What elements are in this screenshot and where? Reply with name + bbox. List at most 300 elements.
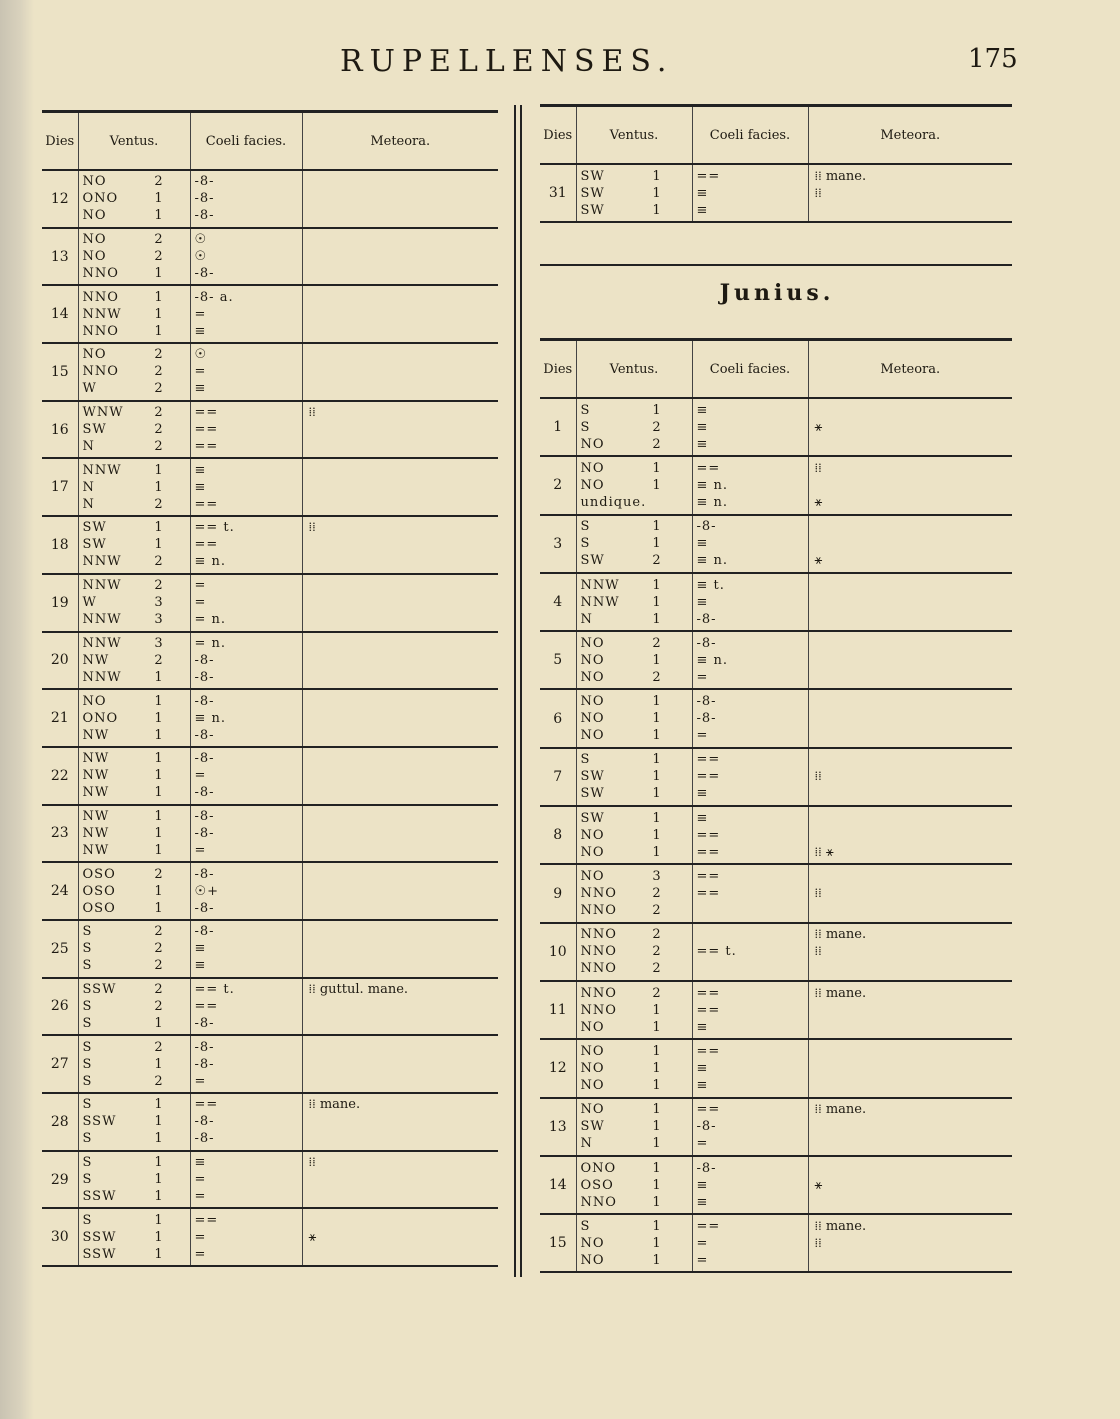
day-entry-row [540,398,1012,456]
wind-direction: S [82,1056,93,1072]
wind-reading [577,1002,692,1019]
wind-reading [79,750,190,767]
day-number: 28 [42,1093,78,1151]
wind-observations [78,574,190,632]
meteor-note [303,1171,499,1188]
meteor-observations [302,1208,498,1266]
meteor-observations [808,1098,1012,1156]
meteor-note: ⚹ [814,494,823,510]
wind-direction: SW [580,553,605,569]
wind-direction: N [82,479,95,495]
wind-reading [577,1118,692,1135]
meteor-note: ⁞⁞ [814,944,822,960]
wind-reading [79,479,190,496]
wind-force: 2 [154,347,163,363]
wind-reading [79,380,190,397]
sky-symbol: == [696,886,721,902]
sky-symbol: == [696,1102,721,1118]
wind-force: 1 [652,827,661,843]
sky-symbol: -8- [696,711,717,727]
wind-force: 1 [154,825,163,841]
wind-direction: SSW [82,981,117,997]
wind-reading [577,1043,692,1060]
meteor-note [303,380,499,397]
wind-force: 1 [154,751,163,767]
wind-reading [79,438,190,455]
wind-direction: S [82,1155,93,1171]
sky-symbol: -8- [194,866,215,882]
wind-force: 1 [154,768,163,784]
wind-force: 2 [154,866,163,882]
day-entry-row [540,689,1012,747]
meteor-note [303,289,499,306]
wind-direction: NO [580,728,605,744]
wind-reading [79,825,190,842]
sky-symbol: ≡ n. [696,477,729,493]
meteor-observations [302,978,498,1036]
meteor-note: ⁞⁞ ⚹ [814,844,834,860]
day-entry-row [42,458,498,516]
meteor-note [303,265,499,282]
wind-reading [79,207,190,224]
meteor-note [303,611,499,628]
day-number: 16 [42,401,78,459]
meteor-note [303,577,499,594]
meteor-note [809,902,1013,919]
wind-observations [78,458,190,516]
meteor-note [303,346,499,363]
day-entry-row [42,862,498,920]
wind-force: 1 [154,1246,163,1262]
wind-observations [576,164,692,222]
sky-symbol: == [696,1043,721,1059]
day-entry-row [540,456,1012,514]
wind-direction: NW [82,727,110,743]
wind-force: 2 [652,553,661,569]
wind-reading [577,518,692,535]
meteor-observations [808,398,1012,456]
wind-direction: ONO [580,1160,617,1176]
wind-direction: ONO [82,710,119,726]
meteor-note [303,553,499,570]
running-title: RUPELLENSES. [340,44,674,79]
wind-reading [577,710,692,727]
day-number: 13 [540,1098,576,1156]
meteor-note [809,577,1013,594]
wind-force: 1 [652,1002,661,1018]
sky-symbol: = [696,669,709,685]
weather-log-table-right-top [540,104,1012,223]
day-entry-row [540,806,1012,864]
wind-reading [79,289,190,306]
meteor-observations [808,864,1012,922]
meteor-note: ⁞⁞ mane. [814,927,867,943]
wind-force: 2 [652,903,661,919]
day-number: 14 [42,285,78,343]
day-entry-row [540,573,1012,631]
meteor-note [303,693,499,710]
wind-direction: SW [580,202,605,218]
sky-symbol: == t. [696,944,737,960]
wind-force: 1 [154,900,163,916]
sky-symbol: = n. [194,635,227,651]
wind-reading [577,1077,692,1094]
wind-direction: S [82,1172,93,1188]
meteor-observations [302,805,498,863]
meteor-note [809,1002,1013,1019]
meteor-note [303,1015,499,1032]
wind-force: 2 [652,886,661,902]
wind-reading [577,611,692,628]
column-header-day: Dies [540,340,576,399]
sky-symbol: -8- [194,652,215,668]
wind-reading [577,926,692,943]
meteor-observations [302,1093,498,1151]
wind-reading [79,1171,190,1188]
wind-force: 1 [154,289,163,305]
meteor-note [303,462,499,479]
wind-force: 2 [652,927,661,943]
wind-reading [577,1060,692,1077]
sky-symbol: ≡ n. [696,494,729,510]
sky-symbol: == [696,460,721,476]
wind-direction: undique. [580,494,647,510]
wind-reading [577,494,692,511]
meteor-note: ⚹ [308,1229,317,1245]
wind-observations [78,862,190,920]
wind-direction: NO [580,436,605,452]
wind-direction: SW [82,422,107,438]
wind-force: 1 [154,808,163,824]
wind-direction: NW [82,785,110,801]
wind-force: 2 [154,249,163,265]
day-entry-row [540,1039,1012,1097]
day-number: 15 [540,1214,576,1272]
sky-symbol: ☉+ [194,883,220,899]
meteor-note [303,496,499,513]
column-header-day: Dies [42,112,78,171]
meteor-note [809,1043,1013,1060]
meteor-note [809,436,1013,453]
sky-symbol: == [696,769,721,785]
wind-direction: SW [580,769,605,785]
wind-force: 2 [154,981,163,997]
wind-direction: SW [580,168,605,184]
wind-force: 1 [154,1056,163,1072]
wind-direction: NNW [82,635,122,651]
meteor-note [809,1194,1013,1211]
meteor-observations [302,632,498,690]
wind-direction: NO [82,174,107,190]
wind-force: 3 [154,635,163,651]
page-number: 175 [968,44,1018,74]
wind-reading [79,346,190,363]
meteor-note [809,594,1013,611]
wind-direction: NO [580,1019,605,1035]
meteor-observations [302,170,498,228]
wind-reading [79,923,190,940]
wind-reading [79,727,190,744]
wind-direction: S [82,998,93,1014]
wind-force: 1 [652,810,661,826]
meteor-note: ⁞⁞ [814,769,822,785]
wind-reading [577,635,692,652]
wind-reading [79,1015,190,1032]
meteor-note [303,866,499,883]
meteor-observations [808,631,1012,689]
sky-symbol: ≡ [696,1060,709,1076]
wind-direction: NO [580,1235,605,1251]
meteor-note [809,652,1013,669]
meteor-note [809,402,1013,419]
meteor-observations [302,285,498,343]
wind-direction: NO [580,844,605,860]
meteor-observations [302,920,498,978]
day-entry-row [540,164,1012,222]
wind-direction: SW [580,185,605,201]
day-entry-row [540,981,1012,1039]
wind-direction: S [580,419,591,435]
meteor-note: ⁞⁞ [814,460,822,476]
wind-force: 2 [154,364,163,380]
wind-direction: NW [82,825,110,841]
wind-force: 2 [652,961,661,977]
wind-reading [79,866,190,883]
weather-log-rows [540,398,1012,1272]
wind-force: 1 [652,1252,661,1268]
wind-force: 3 [652,869,661,885]
sky-symbol: = [194,595,207,611]
sky-observations [190,228,302,286]
meteor-note [303,998,499,1015]
wind-direction: NNO [82,289,119,305]
wind-force: 1 [154,266,163,282]
day-entry-row [540,923,1012,981]
wind-force: 1 [154,462,163,478]
wind-reading [577,552,692,569]
wind-direction: S [580,752,591,768]
wind-direction: NNO [580,944,617,960]
column-divider-rule [520,105,522,1277]
wind-direction: NO [580,460,605,476]
wind-direction: N [580,611,593,627]
wind-direction: S [82,1131,93,1147]
wind-reading [79,306,190,323]
meteor-note [809,1252,1013,1269]
wind-reading [577,960,692,977]
sky-symbol: -8- [194,208,215,224]
meteor-observations [302,574,498,632]
weather-log-table-left [42,110,498,1267]
wind-observations [576,864,692,922]
wind-reading [577,902,692,919]
meteor-note: ⁞⁞ mane. [308,1097,361,1113]
wind-force: 1 [154,306,163,322]
meteor-note [303,1113,499,1130]
sky-symbol: ☉ [194,232,208,248]
wind-direction: NNO [580,903,617,919]
sky-symbol: -8- [696,519,717,535]
sky-symbol: = [194,768,207,784]
sky-symbol: == [194,1212,219,1228]
wind-direction: S [580,536,591,552]
meteor-note [303,784,499,801]
wind-reading [79,496,190,513]
meteor-note [303,306,499,323]
wind-observations [576,515,692,573]
wind-reading [577,436,692,453]
wind-direction: NNO [82,266,119,282]
sky-observations [692,748,808,806]
sky-symbol: == [696,985,721,1001]
wind-direction: WNW [82,405,124,421]
sky-symbol: ≡ [696,786,709,802]
wind-reading [79,404,190,421]
meteor-note [809,1135,1013,1152]
wind-force: 1 [154,883,163,899]
wind-direction: W [82,381,97,397]
meteor-observations [808,1156,1012,1214]
sky-observations [692,573,808,631]
wind-force: 1 [652,694,661,710]
wind-force: 2 [154,405,163,421]
meteor-note [303,808,499,825]
wind-force: 1 [652,611,661,627]
meteor-observations [302,689,498,747]
wind-observations [576,1039,692,1097]
wind-direction: NNO [580,985,617,1001]
wind-force: 1 [154,785,163,801]
meteor-note [809,827,1013,844]
sky-symbol: == [194,496,219,512]
wind-force: 1 [652,536,661,552]
wind-direction: S [580,1218,591,1234]
sky-observations [190,1208,302,1266]
wind-direction: NW [82,808,110,824]
wind-reading [79,1096,190,1113]
meteor-note [809,535,1013,552]
section-title-junius: Junius. [719,280,835,306]
wind-force: 2 [652,985,661,1001]
sky-symbol: == [194,537,219,553]
wind-force: 2 [154,422,163,438]
wind-observations [78,401,190,459]
meteor-note [303,1039,499,1056]
wind-force: 2 [652,635,661,651]
wind-observations [78,978,190,1036]
sky-symbol: -8- [194,924,215,940]
sky-symbol: -8- [194,751,215,767]
wind-reading [577,577,692,594]
sky-symbol: = [696,1136,709,1152]
wind-force: 1 [652,1060,661,1076]
day-entry-row [42,805,498,863]
column-header-day: Dies [540,106,576,165]
wind-direction: S [82,1097,93,1113]
day-entry-row [42,228,498,286]
wind-direction: SW [580,810,605,826]
sky-observations [692,981,808,1039]
sky-observations [692,398,808,456]
meteor-note: ⁞⁞ mane. [814,1102,867,1118]
day-entry-row [42,170,498,228]
sky-observations [692,1156,808,1214]
wind-force: 1 [652,402,661,418]
column-header-sky: Coeli facies. [692,340,808,399]
meteor-note [303,190,499,207]
sky-symbol [693,902,808,919]
sky-observations [190,285,302,343]
sky-symbol: == [194,439,219,455]
day-number: 27 [42,1035,78,1093]
day-number: 8 [540,806,576,864]
wind-direction: NO [580,1252,605,1268]
weather-log-table-right [540,338,1012,1273]
sky-symbol: = [194,1172,207,1188]
sky-observations [190,401,302,459]
wind-reading [79,710,190,727]
day-entry-row [42,1035,498,1093]
day-number: 26 [42,978,78,1036]
day-number: 19 [42,574,78,632]
wind-reading [79,363,190,380]
wind-direction: NO [580,1043,605,1059]
sky-symbol: = [194,306,207,322]
meteor-note [303,1073,499,1090]
wind-direction: NNW [82,462,122,478]
meteor-observations [302,401,498,459]
column-header-meteor: Meteora. [808,106,1012,165]
day-entry-row [540,1098,1012,1156]
wind-observations [576,456,692,514]
wind-force: 3 [154,612,163,628]
wind-force: 1 [154,1114,163,1130]
wind-direction: NO [82,693,107,709]
wind-reading [577,1135,692,1152]
section-rule [540,264,1012,266]
meteor-observations [808,748,1012,806]
sky-symbol: -8- [194,693,215,709]
meteor-note [303,883,499,900]
wind-force: 1 [652,168,661,184]
sky-observations [190,1035,302,1093]
wind-direction: N [580,1136,593,1152]
wind-direction: NNO [82,323,119,339]
wind-direction: SSW [82,1189,117,1205]
sky-observations [190,170,302,228]
wind-reading [577,885,692,902]
day-entry-row [42,1208,498,1266]
meteor-note: ⚹ [814,1177,823,1193]
wind-reading [577,594,692,611]
meteor-note: ⁞⁞ [814,1235,822,1251]
wind-observations [78,343,190,401]
wind-force: 2 [154,554,163,570]
wind-reading [79,1188,190,1205]
wind-observations [78,747,190,805]
wind-observations [576,981,692,1039]
column-header-wind: Ventus. [576,340,692,399]
sky-symbol: ≡ [696,419,709,435]
wind-reading [79,265,190,282]
meteor-note [809,518,1013,535]
wind-observations [576,806,692,864]
sky-symbol: == t. [194,981,235,997]
sky-symbol: == [696,869,721,885]
wind-direction: ONO [82,191,119,207]
meteor-note [809,810,1013,827]
wind-observations [78,805,190,863]
